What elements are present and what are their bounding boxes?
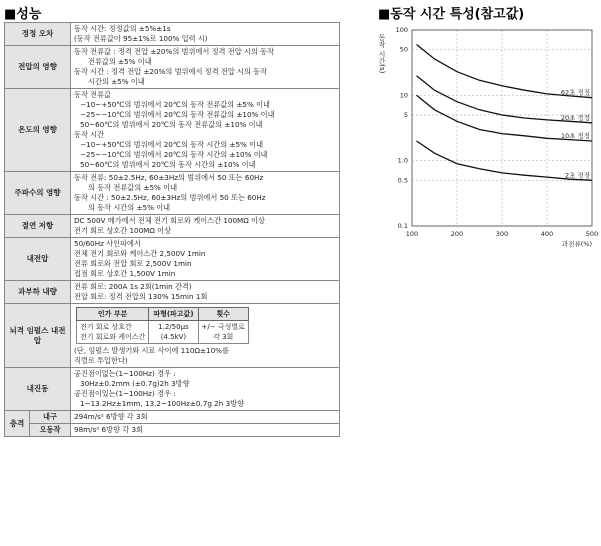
y-tick-label: 50 [399,45,408,54]
spec-row-value [71,368,340,411]
y-tick-label: 1.0 [397,156,408,165]
spec-line: 50~60℃의 범위에서 20℃의 동작 시간의 ±10% 이내 [80,160,256,169]
left-section-title: ■성능 [4,7,42,22]
spec-line: 동작 전류: 50±2.5Hz, 60±3Hz의 범위에서 50 또는 60Hz [74,173,264,182]
spec-line: 동작 시간: 정정값의 ±5%±1s [74,24,171,33]
impulse-line: 1.2/50μs [158,323,189,331]
x-tick-label: 300 [495,230,509,238]
spec-row-value [71,238,340,281]
spec-row [5,215,340,238]
spec-line: 동작 시간 [74,130,105,139]
spec-line: 공진점이있는(1~100Hz) 경우 : [74,389,176,398]
impulse-line: 각 3회 [213,333,234,341]
spec-line: −10~+50℃의 범위에서 20℃의 동작 시간의 ±5% 이내 [80,140,264,149]
impulse-header: 횟수 [198,308,248,321]
y-tick-label: 10 [399,91,408,100]
spec-line: 전체 전기 회로와 케이스간 2,500V 1min [74,249,206,258]
spec-row [5,281,340,304]
series-label: 10초 정정 [560,131,590,140]
spec-line: −10~+50℃의 범위에서 20℃의 동작 전류값의 ±5% 이내 [80,100,270,109]
spec-line: −25~−10℃의 범위에서 20℃의 동작 전류값의 ±10% 이내 [80,110,275,119]
spec-line: 1~13.2Hz±1mm, 13.2~100Hz±0.7g 2h 3방향 [80,399,245,408]
spec-line: 50~60℃의 범위에서 20℃의 동작 전류값의 ±10% 이내 [80,120,263,129]
spec-line: 동작 전류값 : 정격 전압 ±20%의 범위에서 정격 전압 시의 동작 [74,47,275,56]
spec-row [5,23,340,46]
impulse-line: 전기 회로 상호간 [80,323,132,331]
shock-value: 294m/s² 6방향 각 3회 [71,411,340,424]
spec-line: 전류값의 ±5% 이내 [88,57,152,66]
spec-row [5,89,340,172]
spec-line: 동작 전류값 [74,90,112,99]
spec-line: −25~−10℃의 범위에서 20℃의 동작 시간의 ±10% 이내 [80,150,268,159]
spec-row-value [71,281,340,304]
shock-row [5,411,340,424]
y-tick-label: 0.5 [397,176,408,185]
x-tick-label: 100 [405,230,419,238]
spec-line: 전압 회로: 정격 전압의 130% 15min 1회 [74,292,208,301]
spec-row-value [71,172,340,215]
spec-line: (단, 임펄스 발생기와 시료 사이에 110Ω±10%를 [74,346,229,355]
shock-row [5,424,340,437]
spec-row-value [71,304,340,368]
spec-row-label: 전압의 영향 [5,46,71,89]
spec-line: 공진점이없는(1~100Hz) 경우 : [74,369,176,378]
x-tick-label: 200 [450,230,464,238]
spec-row [5,46,340,89]
impulse-cell [149,321,198,344]
spec-line: 전류 회로: 200A 1s 2회(1min 간격) [74,282,192,291]
shock-value: 98m/s² 6방향 각 3회 [71,424,340,437]
impulse-header: 파형(파고값) [149,308,198,321]
spec-row-value [71,46,340,89]
spec-row-value [71,215,340,238]
spec-line: (동작 전류값이 95±1%로 100% 입력 시) [74,34,208,43]
y-tick-label: 0.1 [397,222,408,230]
x-axis-label: 과전류(%) [561,240,592,248]
spec-line: 전류 회로와 전압 회로 2,500V 1min [74,259,192,268]
spec-line: 30Hz±0.2mm (±0.7g)2h 3방향 [80,379,190,388]
shock-sub-label: 오동작 [30,424,71,437]
spec-row-label: 뇌격 임펄스 내전압 [5,304,71,368]
spec-row-label: 내진동 [5,368,71,411]
y-tick-label: 5 [403,111,408,120]
impulse-line: +/− 극성별로 [201,323,245,331]
impulse-line: (4.5kV) [160,333,187,341]
y-axis-label: 동작 시간(s) [378,34,386,74]
shock-label: 충격 [5,411,30,437]
spec-line: 전기 회로 상호간 100MΩ 이상 [74,226,172,235]
spec-row-label: 절연 저항 [5,215,71,238]
spec-row-label: 주파수의 영향 [5,172,71,215]
spec-line: 의 동작 전류값의 ±5% 이내 [88,183,178,192]
right-section-title: ■동작 시간 특성(참고값) [378,7,525,22]
spec-line: 50/60Hz 사인파에서 [74,239,141,248]
spec-line: 직렬로 투입한다) [74,356,128,365]
spec-row [5,304,340,368]
spec-row-label: 과부하 내량 [5,281,71,304]
spec-row [5,368,340,411]
series-label: 62초 정정 [560,88,590,97]
spec-line: 동작 시간 : 정격 전압 ±20%의 범위에서 정격 전압 시의 동작 [74,67,268,76]
spec-line: 의 동작 시간의 ±5% 이내 [88,203,171,212]
spec-line: 접점 회로 상호간 1,500V 1min [74,269,176,278]
spec-row-label: 정정 오차 [5,23,71,46]
spec-row-label: 내전압 [5,238,71,281]
series-label: 2초 정정 [564,171,590,180]
y-tick-label: 100 [395,26,408,34]
impulse-table [76,307,249,344]
spec-row-value [71,23,340,46]
spec-row-label: 온도의 영향 [5,89,71,172]
impulse-cell [198,321,248,344]
x-tick-label: 400 [540,230,554,238]
shock-sub-label: 내구 [30,411,71,424]
performance-spec-table [4,22,340,437]
impulse-header: 인가 부분 [77,308,149,321]
spec-line: 동작 시간 : 50±2.5Hz, 60±3Hz의 범위에서 50 또는 60Hz [74,193,266,202]
spec-row [5,238,340,281]
series-label: 20초 정정 [560,113,590,122]
impulse-line: 전기 회로와 케이스간 [80,333,146,341]
operating-time-chart [360,18,599,248]
x-tick-label: 500 [585,230,599,238]
spec-line: 시간의 ±5% 이내 [88,77,145,86]
spec-line: DC 500V 메가에서 전체 전기 회로와 케이스간 100MΩ 이상 [74,216,265,225]
impulse-cell [77,321,149,344]
spec-row [5,172,340,215]
spec-row-value [71,89,340,172]
